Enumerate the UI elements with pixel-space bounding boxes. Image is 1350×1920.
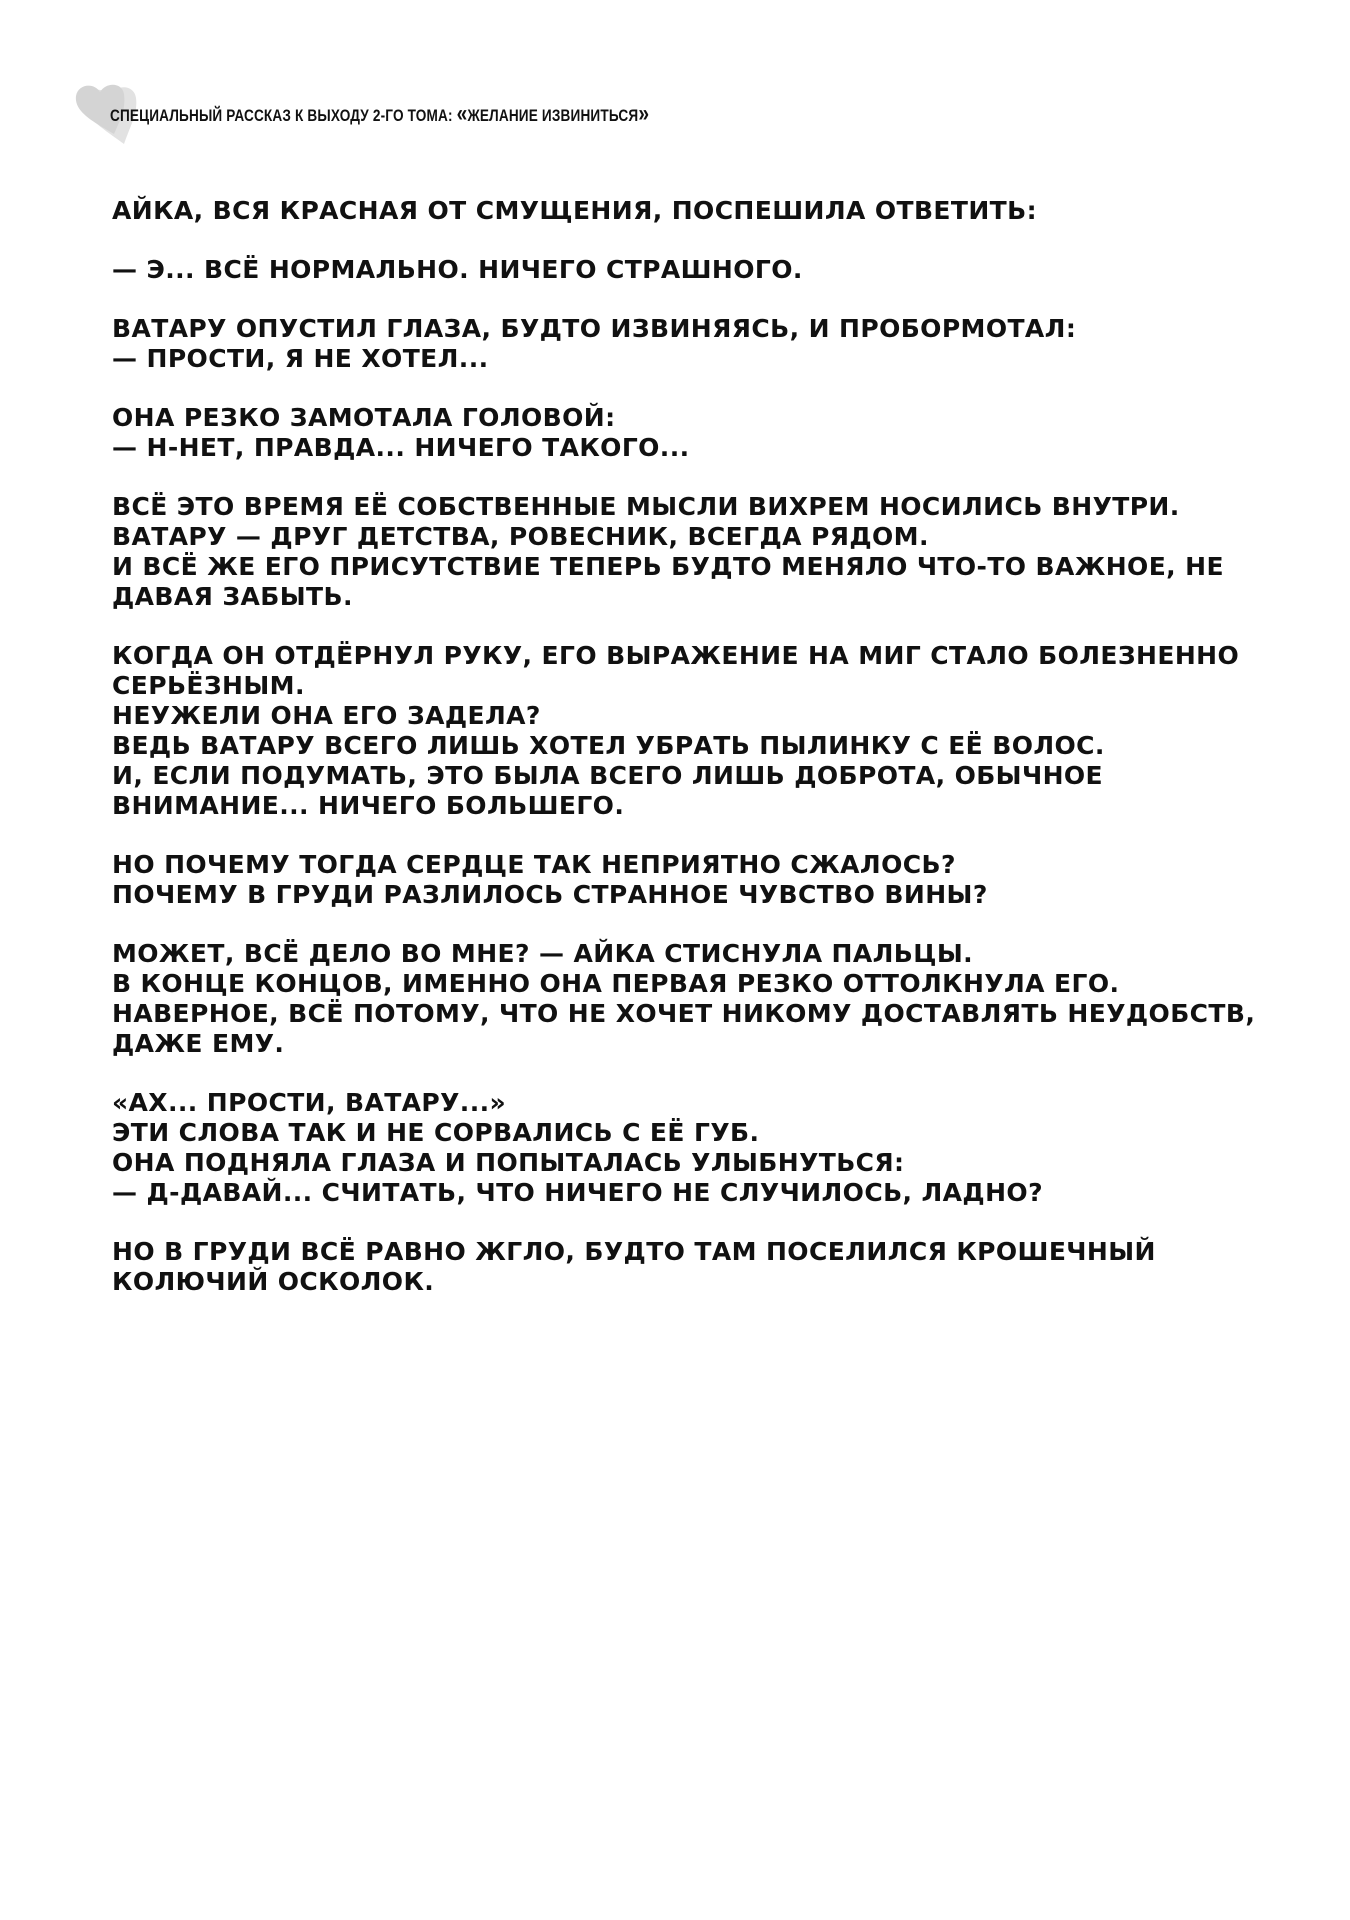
text-line: — Н-НЕТ, ПРАВДА... НИЧЕГО ТАКОГО... bbox=[112, 433, 690, 462]
paragraph bbox=[112, 1088, 1262, 1208]
text-line: АЙКА, ВСЯ КРАСНАЯ ОТ СМУЩЕНИЯ, ПОСПЕШИЛА ОТВЕТИТЬ: bbox=[112, 196, 1037, 225]
text-line: НО ПОЧЕМУ ТОГДА СЕРДЦЕ ТАК НЕПРИЯТНО СЖАЛОСЬ? bbox=[112, 850, 956, 879]
header-title-main: СПЕЦИАЛЬНЫЙ РАССКАЗ К ВЫХОДУ 2-ГО ТОМА: bbox=[110, 106, 457, 125]
paragraph bbox=[112, 255, 1262, 285]
text-line: И ВСЁ ЖЕ ЕГО ПРИСУТСТВИЕ ТЕПЕРЬ БУДТО МЕНЯЛО ЧТО-ТО ВАЖНОЕ, НЕ bbox=[112, 552, 1224, 581]
header-title-quote: ЖЕЛАНИЕ ИЗВИНИТЬСЯ bbox=[467, 106, 639, 125]
text-line: ДАВАЯ ЗАБЫТЬ. bbox=[112, 582, 353, 611]
text-line: ВАТАРУ — ДРУГ ДЕТСТВА, РОВЕСНИК, ВСЕГДА РЯДОМ. bbox=[112, 522, 929, 551]
paragraph bbox=[112, 850, 1262, 910]
paragraph bbox=[112, 641, 1262, 821]
quote-open: « bbox=[456, 100, 468, 127]
paragraph bbox=[112, 403, 1262, 463]
text-line: КОГДА ОН ОТДЁРНУЛ РУКУ, ЕГО ВЫРАЖЕНИЕ НА МИГ СТАЛО БОЛЕЗНЕННО bbox=[112, 641, 1240, 670]
text-line: ПОЧЕМУ В ГРУДИ РАЗЛИЛОСЬ СТРАННОЕ ЧУВСТВО ВИНЫ? bbox=[112, 880, 988, 909]
text-line: В КОНЦЕ КОНЦОВ, ИМЕННО ОНА ПЕРВАЯ РЕЗКО ОТТОЛКНУЛА ЕГО. bbox=[112, 969, 1120, 998]
page-header bbox=[72, 82, 1272, 142]
quote-close: » bbox=[638, 100, 650, 127]
text-line: «АХ... ПРОСТИ, ВАТАРУ...» bbox=[112, 1088, 507, 1117]
text-line: НЕУЖЕЛИ ОНА ЕГО ЗАДЕЛА? bbox=[112, 701, 541, 730]
text-line: — ПРОСТИ, Я НЕ ХОТЕЛ... bbox=[112, 344, 489, 373]
text-line: ЭТИ СЛОВА ТАК И НЕ СОРВАЛИСЬ С ЕЁ ГУБ. bbox=[112, 1118, 760, 1147]
text-line: ОНА РЕЗКО ЗАМОТАЛА ГОЛОВОЙ: bbox=[112, 403, 616, 432]
text-line: МОЖЕТ, ВСЁ ДЕЛО ВО МНЕ? — АЙКА СТИСНУЛА ПАЛЬЦЫ. bbox=[112, 939, 974, 968]
text-line: НО В ГРУДИ ВСЁ РАВНО ЖГЛО, БУДТО ТАМ ПОСЕЛИЛСЯ КРОШЕЧНЫЙ bbox=[112, 1237, 1156, 1266]
text-line: — Д-ДАВАЙ... СЧИТАТЬ, ЧТО НИЧЕГО НЕ СЛУЧИЛОСЬ, ЛАДНО? bbox=[112, 1178, 1043, 1207]
text-line: ВЕДЬ ВАТАРУ ВСЕГО ЛИШЬ ХОТЕЛ УБРАТЬ ПЫЛИНКУ С ЕЁ ВОЛОС. bbox=[112, 731, 1105, 760]
text-line: ВНИМАНИЕ... НИЧЕГО БОЛЬШЕГО. bbox=[112, 791, 625, 820]
text-line: КОЛЮЧИЙ ОСКОЛОК. bbox=[112, 1267, 435, 1296]
paragraph bbox=[112, 939, 1262, 1059]
header-title bbox=[110, 100, 649, 128]
text-line: СЕРЬЁЗНЫМ. bbox=[112, 671, 305, 700]
text-line: — Э... ВСЁ НОРМАЛЬНО. НИЧЕГО СТРАШНОГО. bbox=[112, 255, 803, 284]
text-line: НАВЕРНОЕ, ВСЁ ПОТОМУ, ЧТО НЕ ХОЧЕТ НИКОМУ ДОСТАВЛЯТЬ НЕУДОБСТВ, bbox=[112, 999, 1256, 1028]
text-line: ДАЖЕ ЕМУ. bbox=[112, 1029, 285, 1058]
story-text bbox=[112, 196, 1262, 1326]
text-line: ОНА ПОДНЯЛА ГЛАЗА И ПОПЫТАЛАСЬ УЛЫБНУТЬСЯ: bbox=[112, 1148, 905, 1177]
text-line: ВАТАРУ ОПУСТИЛ ГЛАЗА, БУДТО ИЗВИНЯЯСЬ, И ПРОБОРМОТАЛ: bbox=[112, 314, 1077, 343]
paragraph bbox=[112, 492, 1262, 612]
text-line: И, ЕСЛИ ПОДУМАТЬ, ЭТО БЫЛА ВСЕГО ЛИШЬ ДОБРОТА, ОБЫЧНОЕ bbox=[112, 761, 1104, 790]
paragraph bbox=[112, 196, 1262, 226]
text-line: ВСЁ ЭТО ВРЕМЯ ЕЁ СОБСТВЕННЫЕ МЫСЛИ ВИХРЕМ НОСИЛИСЬ ВНУТРИ. bbox=[112, 492, 1180, 521]
paragraph bbox=[112, 1237, 1262, 1297]
paragraph bbox=[112, 314, 1262, 374]
